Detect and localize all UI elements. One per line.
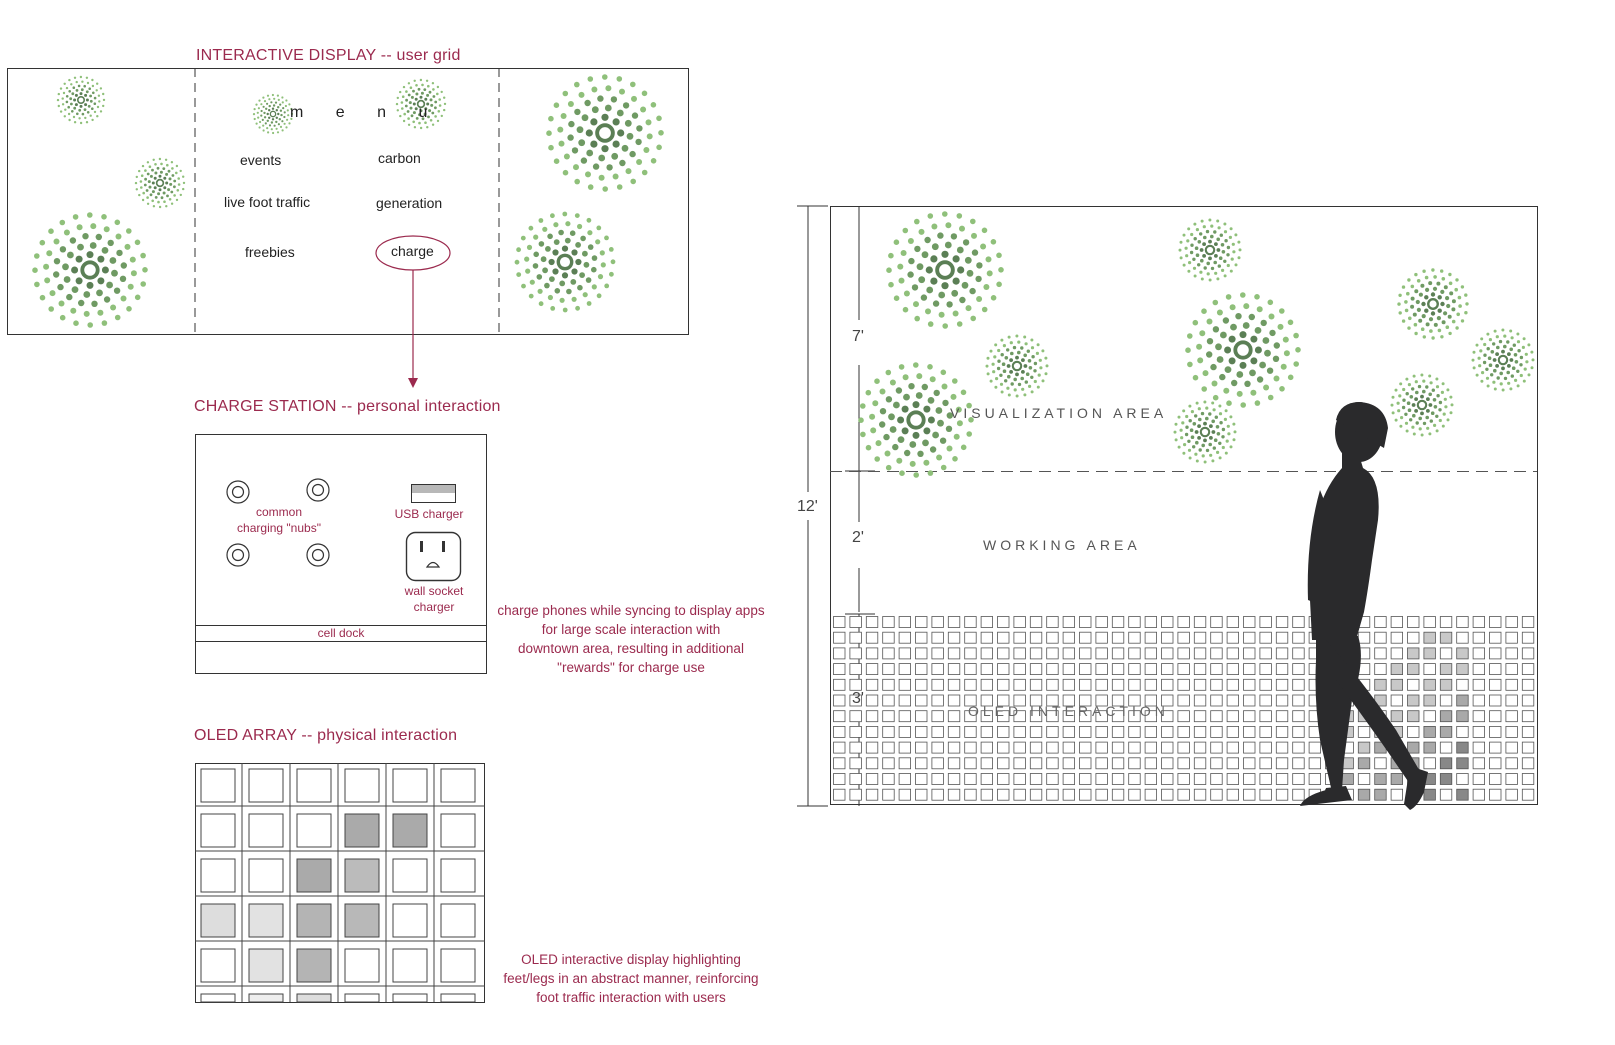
menu-label: m e n u (290, 104, 442, 121)
charge-arrow-head (408, 378, 418, 388)
wall-socket-label: wall socket charger (404, 584, 464, 614)
menu-item-freebies[interactable]: freebies (245, 244, 295, 260)
cell-dock-label: cell dock (317, 626, 365, 640)
menu-item-carbon[interactable]: carbon (378, 150, 421, 166)
usb-port-fill (412, 485, 455, 493)
dimension-working: 2' (852, 529, 864, 546)
oled-array-title: OLED ARRAY -- physical interaction (194, 727, 458, 744)
oled-array-grid (195, 763, 485, 1003)
menu-item-events[interactable]: events (240, 152, 282, 168)
dimension-total: 12' (797, 498, 818, 515)
dimension-visualization: 7' (852, 328, 864, 345)
usb-label: USB charger (394, 507, 464, 521)
oled-interaction-label: OLED INTERACTION (968, 703, 1169, 719)
oled-array-note: OLED interactive display highlighting feet/legs in an abstract manner, reinforcing foot traffic interaction with users (503, 952, 759, 1005)
working-area-label: WORKING AREA (983, 537, 1141, 553)
menu-item-generation[interactable]: generation (376, 195, 443, 211)
oled-wall-grid (834, 617, 1534, 801)
dimension-oled: 3' (852, 690, 864, 707)
wall-socket-icon (407, 533, 461, 581)
charge-station-title: CHARGE STATION -- personal interaction (194, 398, 501, 415)
menu-item-charge[interactable]: charge (391, 243, 434, 259)
nubs-label: common charging "nubs" (237, 505, 321, 535)
wall-bursts (858, 211, 1534, 478)
interactive-display-title: INTERACTIVE DISPLAY -- user grid (196, 47, 461, 64)
visualization-area-label: VISUALIZATION AREA (950, 405, 1168, 421)
charge-station-note: charge phones while syncing to display apps for large scale interaction with downtown area, resulting in additional "rewards" for charge use (497, 603, 765, 675)
menu-item-live-foot-traffic[interactable]: live foot traffic (224, 194, 311, 210)
